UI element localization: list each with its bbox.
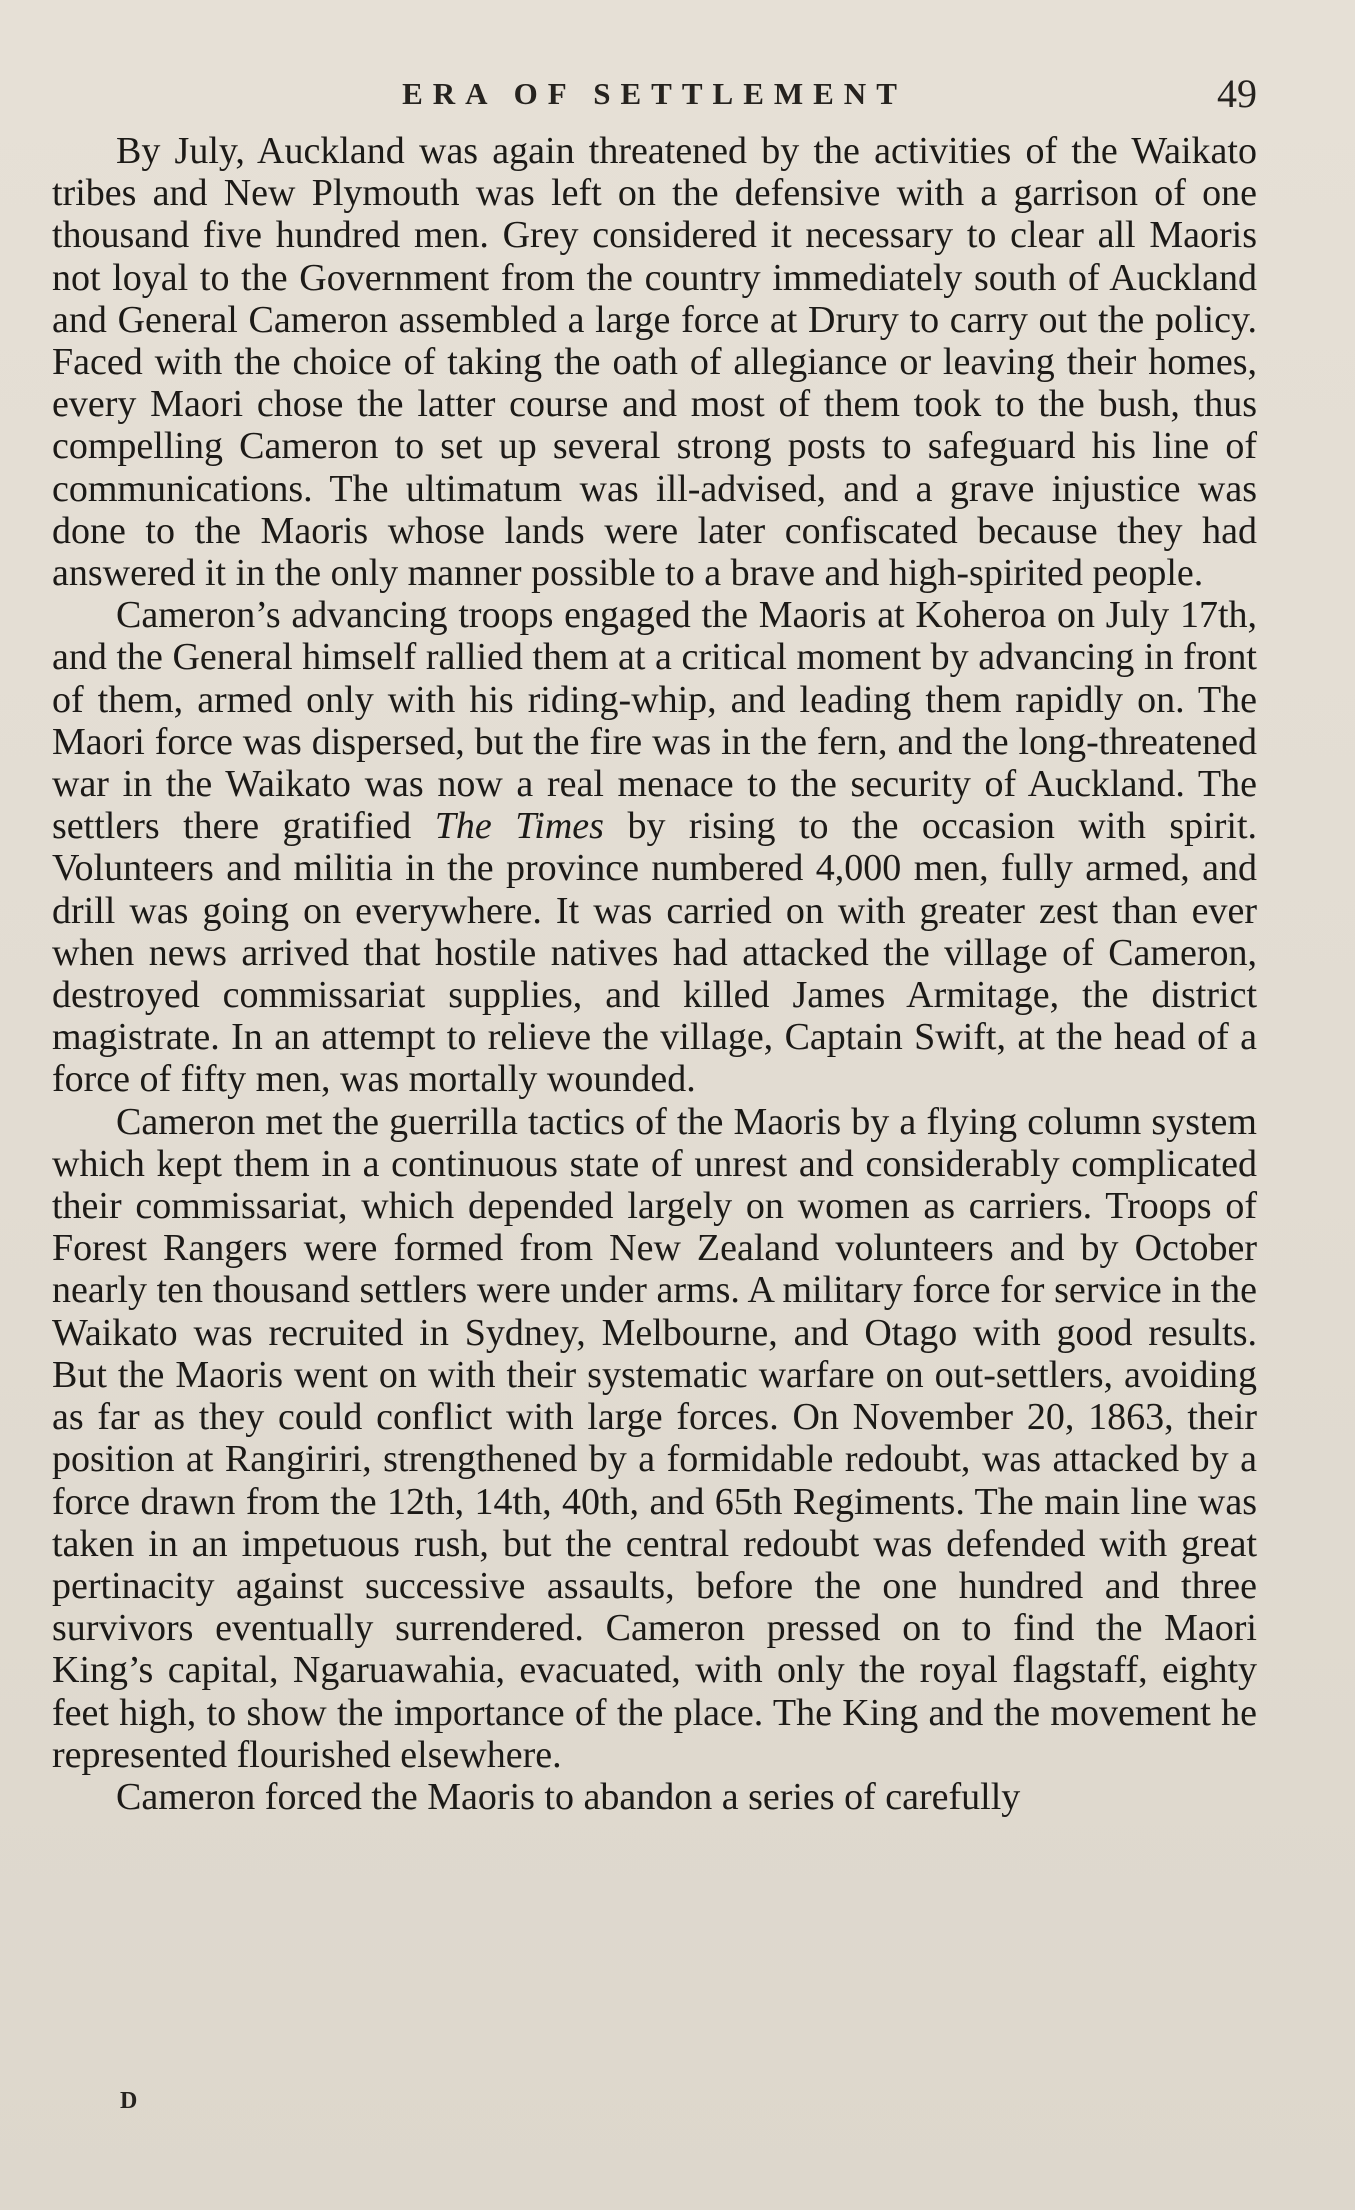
paragraph-2-text-before-italic: Cameron’s advancing troops engaged the Maoris at Koheroa on July 17th, and the General himself rallied them at a critical moment by advancing in front of them, armed only with his riding-whip, and leading them rapidly on. The Maori force was dispersed, but the fire was in the fern, and the long-threatened war in the Waikato was now a real menace to the security of Auckland. The settlers there gratified xyxy=(52,594,1257,848)
paragraph-2-text-after-italic: by rising to the occasion with spirit. Volunteers and militia in the province numbered 4,000 men, fully armed, and drill was going on everywhere. It was carried on with greater zest than ever when news arrived that hostile natives had attacked the village of Cameron, destroyed commissariat supplies, and killed James Armitage, the district magistrate. In an attempt to relieve the village, Captain Swift, at the head of a force of fifty men, was mortally wounded. xyxy=(52,805,1258,1101)
paragraph-3: Cameron met the guerrilla tactics of the Maoris by a flying column system which kept them in a continuous state of unrest and considerably complicated their commissariat, which depended largely on women as carriers. Troops of Forest Rangers were formed from New Zealand volunteers and by October nearly ten thousand settlers were under arms. A military force for service in the Waikato was recruited in Sydney, Melbourne, and Otago with good results. But the Maoris went on with their systematic warfare on out-settlers, avoiding as far as they could conflict with large forces. On November 20, 1863, their position at Rangiriri, strengthened by a formidable redoubt, was attacked by a force drawn from the 12th, 14th, 40th, and 65th Regiments. The main line was taken in an impetuous rush, but the central redoubt was defended with great pertinacity against successive assaults, before the one hundred and three survivors eventually surrendered. Cameron pressed on to find the Maori King’s capital, Ngaruawahia, evacuated, with only the royal flagstaff, eighty feet high, to show the importance of the place. The King and the movement he represented flourished elsewhere. xyxy=(52,1100,1257,1776)
running-title: ERA OF SETTLEMENT xyxy=(402,76,907,111)
body-text xyxy=(52,130,1257,1818)
page-number: 49 xyxy=(1217,71,1257,116)
paragraph-1: By July, Auckland was again threatened by the activities of the Waikato tribes and New Plymouth was left on the defensive with a garrison of one thousand five hundred men. Grey considered it necessary to clear all Maoris not loyal to the Government from the country immediately south of Auckland and General Cameron assembled a large force at Drury to carry out the policy. Faced with the choice of taking the oath of allegiance or leaving their homes, every Maori chose the latter course and most of them took to the bush, thus compelling Cameron to set up several strong posts to safeguard his line of communications. The ultimatum was ill-advised, and a grave injustice was done to the Maoris whose lands were later confiscated because they had answered it in the only manner possible to a brave and high-spirited people. xyxy=(52,130,1257,595)
running-head xyxy=(52,70,1257,118)
paragraph-4: Cameron forced the Maoris to abandon a series of carefully xyxy=(116,1775,1021,1818)
paragraph-2 xyxy=(52,594,1257,1100)
newspaper-title-italic: The Times xyxy=(434,805,604,848)
signature-mark: D xyxy=(120,2088,139,2114)
